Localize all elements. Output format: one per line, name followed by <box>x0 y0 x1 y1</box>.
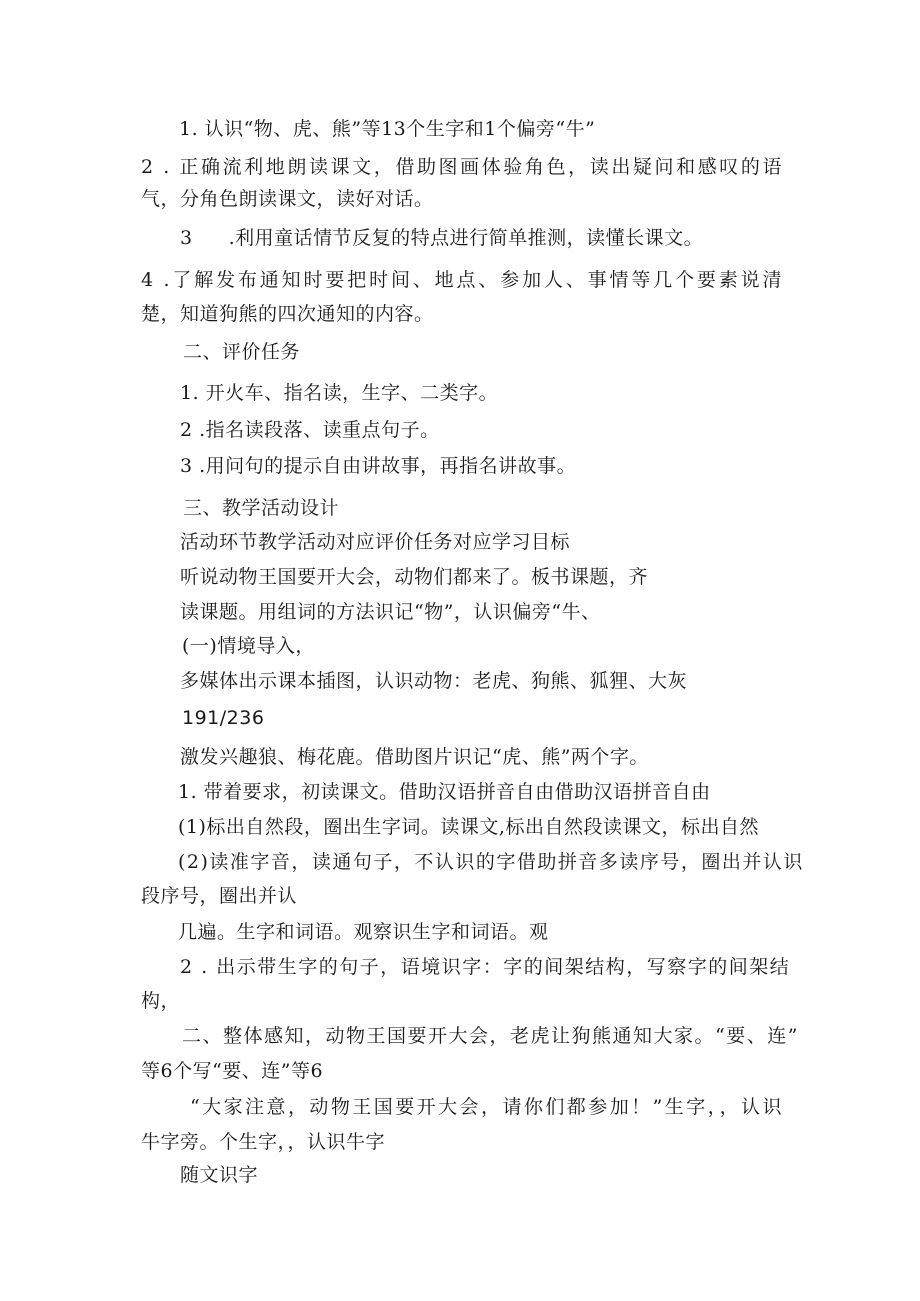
paragraph-line: 读课题。用组词的方法识记“物”，认识偏旁“牛、 <box>180 601 601 623</box>
section-heading-evaluation: 二、评价任务 <box>183 341 301 363</box>
section-heading-activities: 三、教学活动设计 <box>183 497 340 519</box>
paragraph-line: 段序号，圈出并认 <box>141 885 298 907</box>
objective-1: 1. 认识“物、虎、熊”等13个生字和1个偏旁“牛” <box>179 118 596 140</box>
objective-3-number: 3 <box>180 227 193 249</box>
objective-4-line-2: 楚，知道狗熊的四次通知的内容。 <box>141 303 434 325</box>
paragraph-line: (1)标出自然段，圈出生字词。读课文,标出自然段读课文，标出自然 <box>178 816 759 838</box>
evaluation-task-3: 3 .用问句的提示自由讲故事，再指名讲故事。 <box>180 455 577 477</box>
objective-3 <box>180 226 703 250</box>
objective-2-line-1: 2 . 正确流利地朗读课文，借助图画体验角色，读出疑问和感叹的语 <box>141 156 783 178</box>
paragraph-line: “大家注意，动物王国要开大会，请你们都参加！”生字，，认识 <box>190 1096 783 1118</box>
paragraph-line: 多媒体出示课本插图，认识动物：老虎、狗熊、狐狸、大灰 <box>180 670 688 692</box>
paragraph-line: 激发兴趣狼、梅花鹿。借助图片识记“虎、熊”两个字。 <box>180 746 649 768</box>
table-header-line: 活动环节教学活动对应评价任务对应学习目标 <box>180 531 571 553</box>
evaluation-task-1: 1. 开火车、指名读，生字、二类字。 <box>180 382 499 404</box>
paragraph-line: 二、整体感知，动物王国要开大会，老虎让狗熊通知大家。“要、连” <box>182 1025 799 1047</box>
objective-2-line-2: 气，分角色朗读课文，读好对话。 <box>141 188 434 210</box>
paragraph-line: 牛字旁。个生字，，认识牛字 <box>141 1131 386 1153</box>
paragraph-line: 随文识字 <box>180 1164 259 1186</box>
paragraph-line: 2 . 出示带生字的句子，语境识字：字的间架结构，写察字的间架结 <box>180 956 791 978</box>
paragraph-line: 听说动物王国要开大会，动物们都来了。板书课题，齐 <box>180 566 649 588</box>
objective-4-line-1: 4 .了解发布通知时要把时间、地点、参加人、事情等几个要素说清 <box>141 269 783 291</box>
paragraph-line: 1. 带着要求，初读课文。借助汉语拼音自由借助汉语拼音自由 <box>178 781 711 803</box>
paragraph-line: 几遍。生字和词语。观察识生字和词语。观 <box>178 921 549 943</box>
page-number: 191/236 <box>182 707 265 729</box>
subheading-situation-intro: (一)情境导入， <box>182 635 315 657</box>
evaluation-task-2: 2 .指名读段落、读重点句子。 <box>180 419 440 441</box>
paragraph-line: 构， <box>141 990 181 1012</box>
paragraph-line: (2)读准字音，读通句子，不认识的字借助拼音多读序号，圈出并认识 <box>178 851 804 873</box>
objective-3-text: .利用童话情节反复的特点进行简单推测，读懂长课文。 <box>228 227 704 249</box>
paragraph-line: 等6个写“要、连”等6 <box>141 1060 324 1082</box>
